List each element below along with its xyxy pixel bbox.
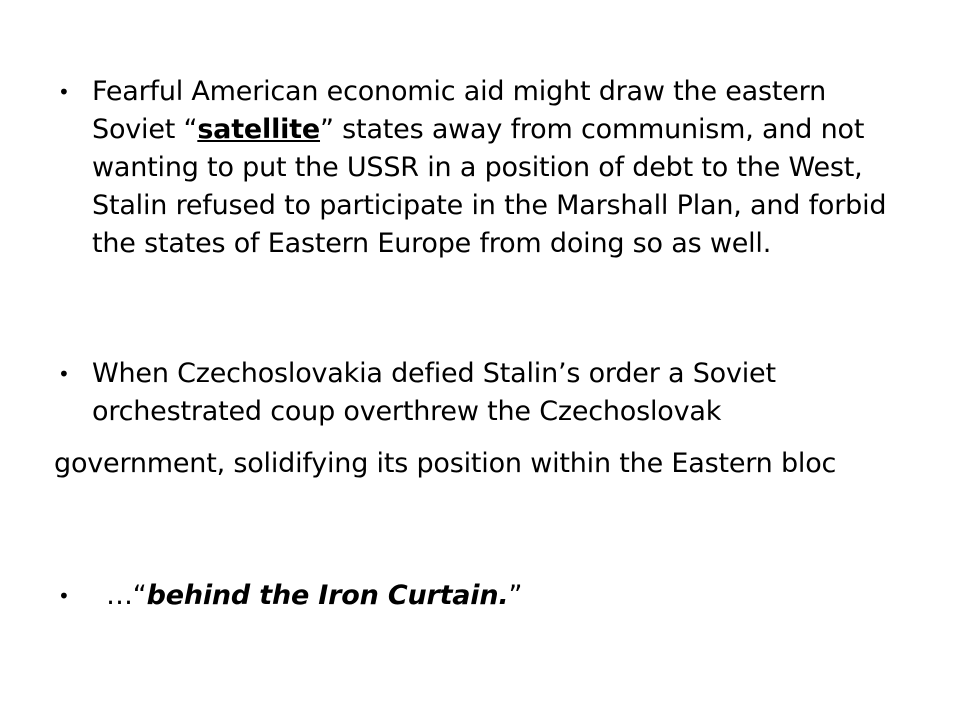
paragraph-iron-curtain	[106, 577, 806, 615]
bullet-2: •	[58, 362, 70, 386]
bullet-3: •	[58, 584, 70, 608]
paragraph1-after: ” states away from communism, and not wanting to put the USSR in a position of debt to the West, Stalin refused to participate in the Marshall Plan, and forbid the states of Eastern Europe from doing so as well.	[92, 114, 887, 259]
paragraph1-before: Fearful American economic aid might draw the eastern Soviet “	[92, 76, 827, 145]
paragraph-marshall-plan	[92, 73, 912, 263]
paragraph-czechoslovakia-continued: government, solidifying its position within the Eastern bloc	[54, 448, 837, 479]
iron-curtain-suffix: ”	[508, 580, 523, 611]
iron-curtain-prefix: …“	[106, 580, 147, 611]
iron-curtain-emphasis: behind the Iron Curtain.	[146, 580, 509, 611]
paragraph-czechoslovakia: When Czechoslovakia defied Stalin’s order a Soviet orchestrated coup overthrew the Czechoslovak	[92, 358, 776, 427]
satellite-emphasis: satellite	[197, 114, 321, 145]
bullet-1: •	[58, 80, 70, 104]
